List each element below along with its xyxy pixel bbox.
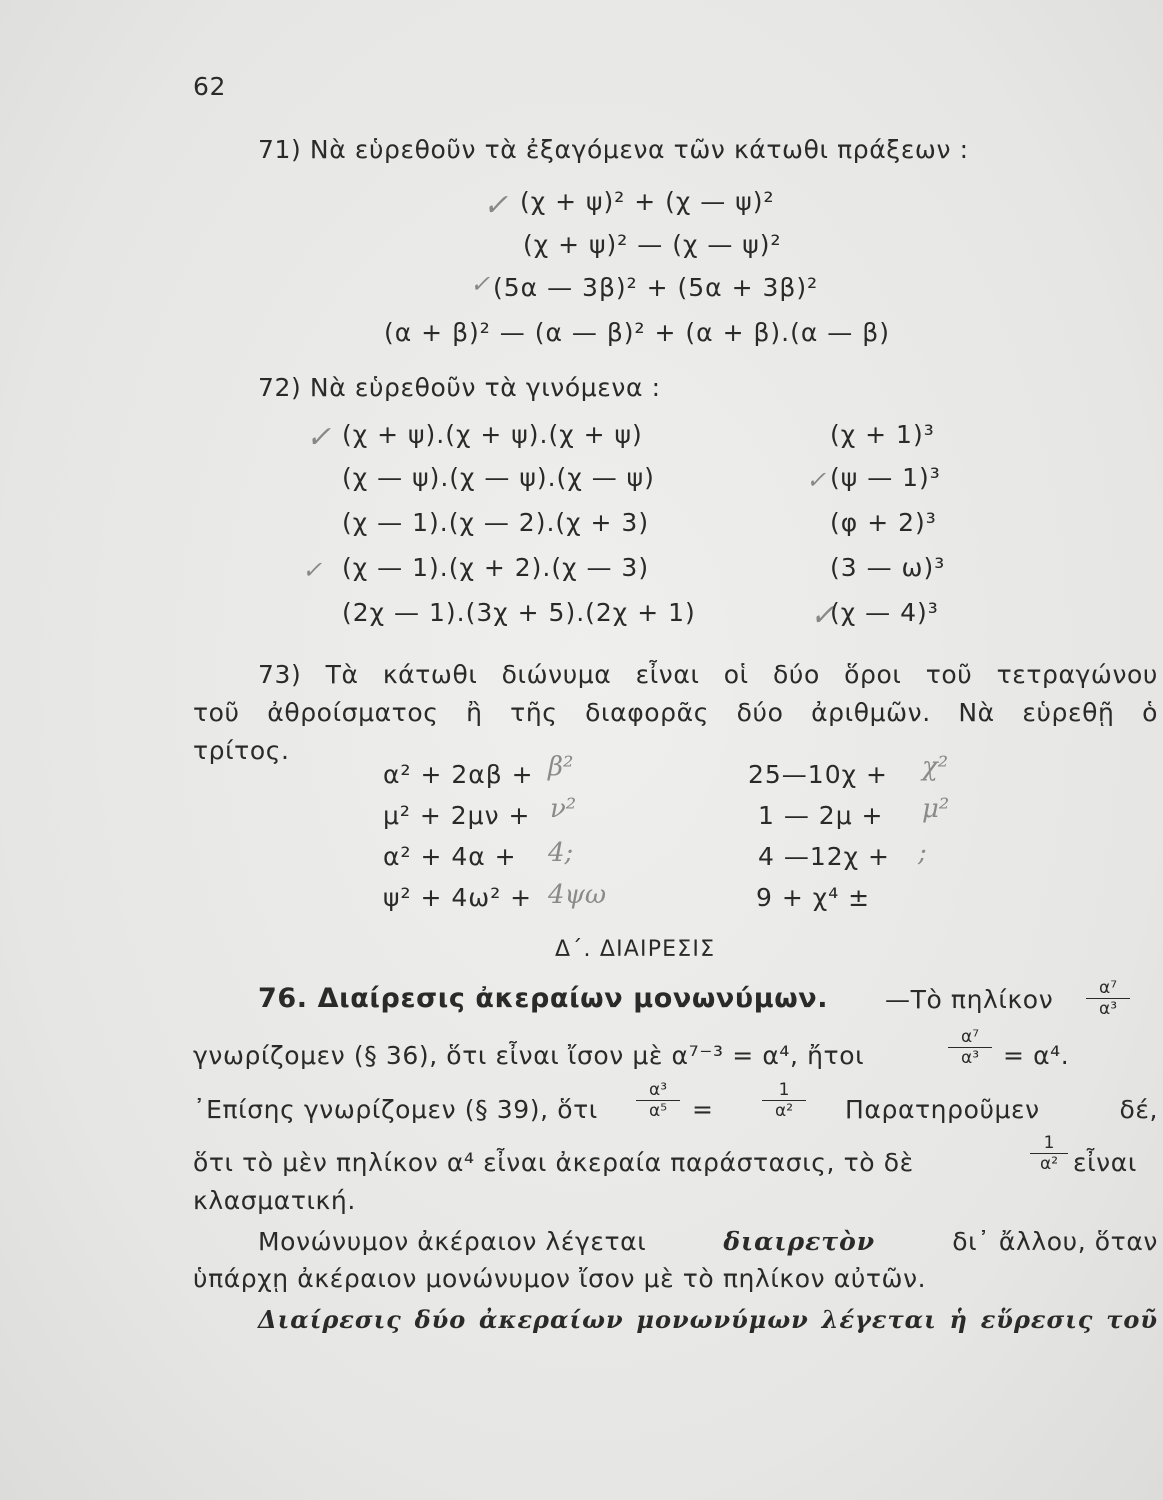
ex71-line: (χ + ψ)² + (χ — ψ)²	[520, 187, 775, 216]
ex73-text-line: τοῦ ἀθροίσματος ἢ τῆς διαφορᾶς δύο ἀριθμῶν. Νὰ εὑρεθῇ ὁ	[193, 698, 1158, 727]
ex71-line: (5α — 3β)² + (5α + 3β)²	[493, 273, 819, 302]
ex72-left-item: (χ — 1).(χ — 2).(χ + 3)	[342, 508, 650, 537]
s76-text: —Τὸ πηλίκον	[885, 985, 1054, 1014]
s76-definition-line	[258, 1227, 1158, 1256]
ex72-right-item: (3 — ω)³	[830, 553, 946, 582]
fraction	[948, 1027, 992, 1068]
fraction	[636, 1080, 680, 1121]
check-mark-icon: ✓	[302, 556, 323, 584]
check-mark-icon: ✓	[306, 420, 332, 455]
s76-text: ᾿Επίσης γνωρίζομεν (§ 39), ὅτι	[193, 1095, 598, 1124]
handwritten-note: 4ψω	[548, 880, 607, 910]
fraction-denominator: α²	[774, 1101, 794, 1121]
ex72-left-item: (χ — ψ).(χ — ψ).(χ — ψ)	[342, 463, 655, 492]
s76-text: =	[692, 1095, 714, 1124]
ex73-text-line: τρίτος.	[193, 736, 290, 765]
s76-title: 76. Διαίρεσις ἀκεραίων μονωνύμων.	[258, 983, 829, 1014]
ex73-right-item: 4 —12χ +	[758, 842, 890, 871]
fraction	[1086, 978, 1130, 1019]
s76-italic-text: Διαίρεσις δύο ἀκεραίων μονωνύμων λέγεται ἡ εὕρεσις τοῦ	[258, 1305, 1158, 1334]
ex72-right-item: (ψ — 1)³	[830, 463, 941, 492]
ex72-right-item: (χ — 4)³	[830, 598, 939, 627]
ex73-left-item: α² + 4α +	[383, 842, 517, 871]
fraction-denominator: α³	[960, 1048, 980, 1068]
ex73-text-line: 73) Τὰ κάτωθι διώνυμα εἶναι οἱ δύο ὅροι τοῦ τετραγώνου	[258, 660, 1158, 689]
ex72-right-item: (χ + 1)³	[830, 420, 935, 449]
section-title: Δ΄. ΔΙΑΙΡΕΣΙΣ	[555, 937, 716, 962]
ex71-line: (α + β)² — (α — β)² + (α + β).(α — β)	[384, 318, 890, 347]
handwritten-note: 4;	[548, 838, 574, 868]
handwritten-note: β²	[548, 752, 574, 782]
fraction-numerator: α³	[648, 1080, 668, 1100]
fraction-denominator: α²	[1039, 1154, 1059, 1174]
check-mark-icon: ✓	[470, 270, 491, 298]
fraction-numerator: α⁷	[1098, 978, 1118, 998]
ex73-right-item: 9 + χ⁴ ±	[756, 883, 871, 912]
ex73-left-item: α² + 2αβ +	[383, 760, 534, 789]
s76-text: = α⁴.	[1003, 1041, 1070, 1070]
ex72-heading: 72) Νὰ εὑρεθοῦν τὰ γινόμενα :	[258, 373, 661, 402]
s76-emphasis: διαιρετὸν	[723, 1227, 876, 1256]
ex73-right-item: 25—10χ +	[748, 760, 888, 789]
fraction-denominator: α³	[1098, 999, 1118, 1019]
handwritten-note: ;	[918, 838, 927, 868]
s76-text: Παρατηροῦμεν δέ,	[845, 1095, 1158, 1124]
fraction-numerator: 1	[1043, 1133, 1055, 1153]
ex73-left-item: μ² + 2μν +	[383, 801, 531, 830]
s76-text: ὑπάρχῃ ἀκέραιον μονώνυμον ἴσον μὲ τὸ πηλίκον αὐτῶν.	[193, 1264, 927, 1293]
fraction	[1030, 1133, 1068, 1174]
s76-text: γνωρίζομεν (§ 36), ὅτι εἶναι ἴσον μὲ α⁷⁻³ = α⁴, ἤτοι	[193, 1041, 865, 1070]
s76-text: ὅτι τὸ μὲν πηλίκον α⁴ εἶναι ἀκεραία παράστασις, τὸ δὲ	[193, 1148, 914, 1177]
ex72-left-item: (χ — 1).(χ + 2).(χ — 3)	[342, 553, 650, 582]
s76-text: εἶναι	[1073, 1148, 1137, 1177]
page-number: 62	[193, 72, 227, 101]
ex72-left-item: (2χ — 1).(3χ + 5).(2χ + 1)	[342, 598, 696, 627]
fraction-denominator: α⁵	[648, 1101, 668, 1121]
ex72-right-item: (φ + 2)³	[830, 508, 937, 537]
fraction-numerator: 1	[778, 1080, 790, 1100]
ex71-line: (χ + ψ)² — (χ — ψ)²	[523, 230, 782, 259]
ex73-right-item: 1 — 2μ +	[758, 801, 884, 830]
handwritten-note: χ²	[922, 752, 949, 782]
check-mark-icon: ✓	[810, 598, 836, 633]
s76-text: δι᾿ ἄλλου, ὅταν	[952, 1227, 1158, 1256]
handwritten-note: μ²	[922, 794, 950, 824]
fraction	[762, 1080, 806, 1121]
s76-text: Μονώνυμον ἀκέραιον λέγεται	[258, 1227, 647, 1256]
check-mark-icon: ✓	[806, 466, 827, 494]
handwritten-note: ν²	[550, 794, 577, 824]
fraction-numerator: α⁷	[960, 1027, 980, 1047]
ex73-left-item: ψ² + 4ω² +	[383, 883, 533, 912]
check-mark-icon: ✓	[483, 188, 509, 223]
s76-text: κλασματική.	[193, 1186, 356, 1215]
ex71-heading: 71) Νὰ εὑρεθοῦν τὰ ἐξαγόμενα τῶν κάτωθι πράξεων :	[258, 135, 969, 164]
ex72-left-item: (χ + ψ).(χ + ψ).(χ + ψ)	[342, 420, 643, 449]
